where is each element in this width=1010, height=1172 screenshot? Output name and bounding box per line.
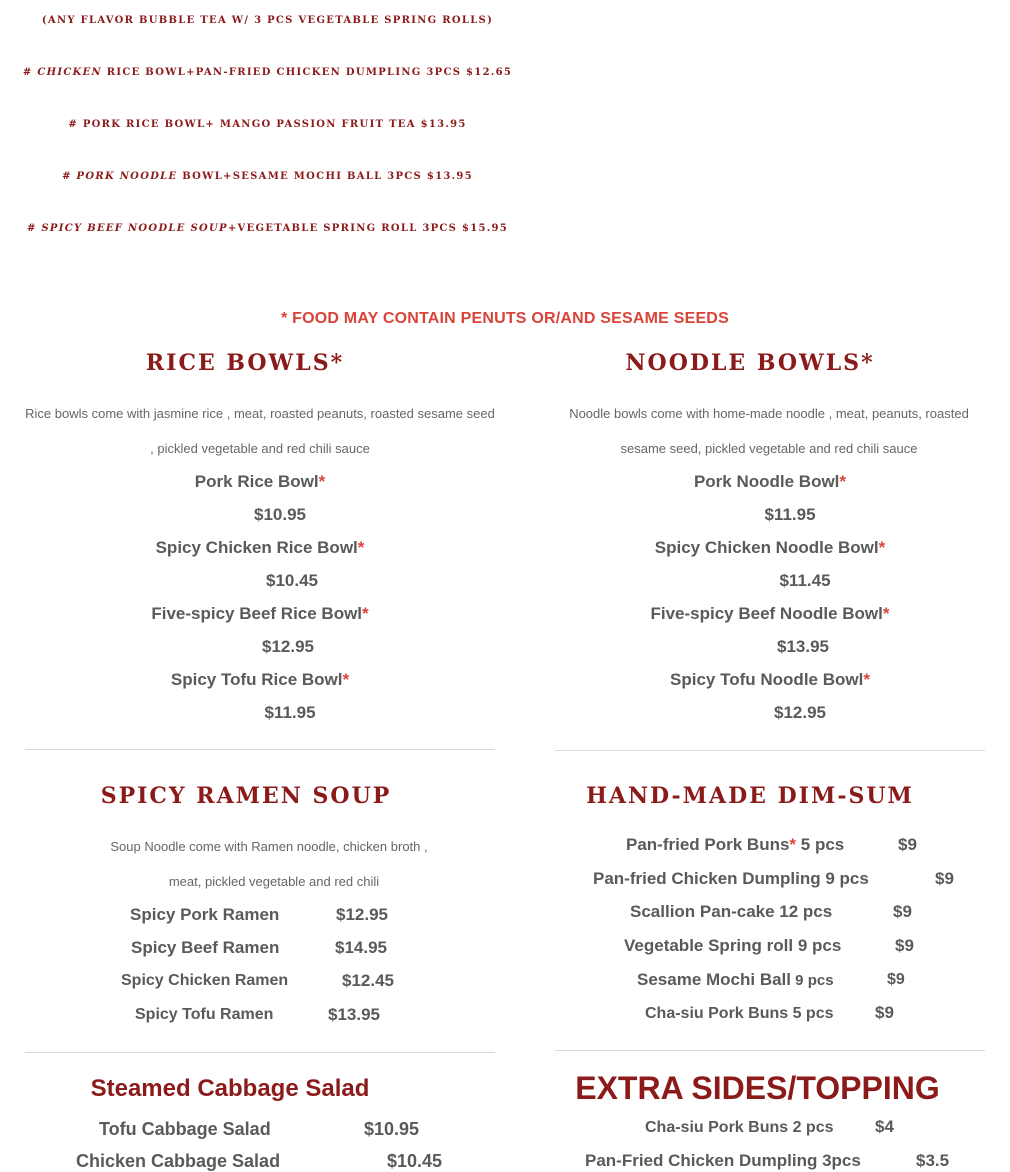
noodle-bowls-description: Noodle bowls come with home-made noodle , meat, peanuts, roasted sesame seed, pickled vegetable and red chili sauce bbox=[569, 406, 969, 456]
dimsum-price: $9 bbox=[875, 1003, 894, 1022]
salad-item-price: $10.45 bbox=[387, 1151, 443, 1171]
ramen-item-name: Spicy Chicken Ramen bbox=[121, 972, 289, 989]
ramen-item-price: $12.95 bbox=[336, 905, 388, 924]
item-price: $10.45 bbox=[266, 571, 318, 590]
allergy-star: * bbox=[863, 670, 870, 689]
ramen-description-1: Soup Noodle come with Ramen noodle, chicken broth , bbox=[110, 839, 428, 854]
dimsum-price: $9 bbox=[893, 902, 912, 921]
allergy-star: * bbox=[878, 538, 886, 557]
menu-item bbox=[30, 538, 490, 558]
rice-bowls-title: RICE BOWLS* bbox=[145, 350, 345, 376]
menu-item bbox=[540, 670, 1000, 690]
item-name: Pork Noodle Bowl bbox=[693, 472, 840, 491]
item-price: $11.45 bbox=[779, 571, 831, 590]
dimsum-price: $9 bbox=[935, 869, 954, 888]
divider bbox=[25, 749, 495, 750]
menu-item bbox=[30, 472, 490, 492]
menu-item bbox=[30, 670, 490, 690]
combo-italic: SPICY BEEF NOODLE SOUP bbox=[41, 223, 228, 234]
ramen-description-2: meat, pickled vegetable and red chili bbox=[168, 874, 380, 889]
menu-item bbox=[30, 604, 490, 624]
allergy-star: * bbox=[882, 604, 890, 623]
menu-item bbox=[540, 604, 1000, 624]
item-name: Five-spicy Beef Rice Bowl bbox=[151, 604, 363, 623]
item-name: Five-spicy Beef Noodle Bowl bbox=[650, 604, 883, 623]
item-qty: 5 pcs bbox=[796, 835, 845, 854]
allergy-star: * bbox=[839, 472, 847, 491]
item-name: Pan-fried Pork Buns bbox=[626, 835, 790, 854]
combo-1 bbox=[20, 15, 515, 26]
item-name: Spicy Tofu Noodle Bowl bbox=[670, 670, 864, 689]
dimsum-price: $9 bbox=[895, 936, 914, 955]
combo-italic: PORK NOODLE bbox=[76, 171, 178, 182]
menu-item bbox=[540, 472, 1000, 492]
allergy-star: * bbox=[318, 472, 326, 491]
item-price: $11.95 bbox=[264, 703, 316, 722]
salad-item-price: $10.95 bbox=[364, 1119, 420, 1139]
item-name: Spicy Chicken Noodle Bowl bbox=[654, 538, 879, 557]
item-name: Spicy Chicken Rice Bowl bbox=[155, 538, 358, 557]
item-price: $10.95 bbox=[254, 505, 306, 524]
item-name: Sesame Mochi Ball bbox=[637, 970, 792, 989]
divider bbox=[555, 1050, 985, 1051]
ramen-item-price: $14.95 bbox=[335, 938, 387, 957]
divider bbox=[25, 1052, 495, 1053]
allergy-warning: * FOOD MAY CONTAIN PENUTS OR/AND SESAME SEEDS bbox=[281, 310, 729, 327]
combo-italic: CHICKEN bbox=[37, 67, 102, 78]
allergy-star: * bbox=[342, 670, 350, 689]
item-name: Spicy Tofu Rice Bowl bbox=[170, 670, 343, 689]
dimsum-price: $9 bbox=[887, 971, 905, 988]
combo-3 bbox=[20, 119, 515, 130]
combo-hash: # bbox=[26, 223, 42, 234]
divider bbox=[555, 750, 985, 751]
salad-title: Steamed Cabbage Salad bbox=[90, 1075, 370, 1102]
rice-bowls-description: Rice bowls come with jasmine rice , meat, roasted peanuts, roasted sesame seed , pickled vegetable and red chili sauce bbox=[25, 406, 495, 456]
combo-hash: # bbox=[68, 119, 83, 130]
allergy-star: * bbox=[362, 604, 369, 623]
combo-text: RICE BOWL+PAN-FRIED CHICKEN DUMPLING 3PCS $12.65 bbox=[101, 67, 513, 78]
item-price: $11.95 bbox=[764, 505, 816, 524]
ramen-title: SPICY RAMEN SOUP bbox=[100, 783, 392, 809]
dimsum-item bbox=[626, 835, 844, 855]
dimsum-item: Vegetable Spring roll 9 pcs bbox=[624, 936, 842, 955]
combo-text: BOWL+SESAME MOCHI BALL 3PCS $13.95 bbox=[177, 171, 473, 182]
item-price: $12.95 bbox=[774, 703, 826, 722]
extras-item-name: Pan-Fried Chicken Dumpling 3pcs bbox=[585, 1151, 861, 1170]
combo-text: +VEGETABLE SPRING ROLL 3PCS $15.95 bbox=[227, 223, 509, 234]
dimsum-title: HAND-MADE DIM-SUM bbox=[586, 783, 914, 809]
ramen-item-name: Spicy Pork Ramen bbox=[130, 905, 280, 924]
dimsum-price: $9 bbox=[898, 835, 917, 854]
item-price: $12.95 bbox=[262, 637, 314, 656]
dimsum-item bbox=[637, 970, 834, 990]
salad-item-name: Chicken Cabbage Salad bbox=[76, 1151, 281, 1171]
dimsum-item: Pan-fried Chicken Dumpling 9 pcs bbox=[593, 869, 869, 888]
allergy-star: * bbox=[789, 835, 797, 854]
extras-item-price: $4 bbox=[875, 1117, 894, 1136]
ramen-item-name: Spicy Tofu Ramen bbox=[135, 1006, 274, 1023]
extras-title: EXTRA SIDES/TOPPING bbox=[575, 1070, 940, 1106]
dimsum-item: Scallion Pan-cake 12 pcs bbox=[630, 902, 833, 921]
combo-hash: # bbox=[22, 67, 38, 78]
noodle-bowls-title: NOODLE BOWLS* bbox=[625, 350, 875, 376]
ramen-item-price: $13.95 bbox=[328, 1005, 380, 1024]
item-qty: 9 pcs bbox=[791, 972, 834, 989]
combo-text: (ANY FLAVOR BUBBLE TEA W/ 3 PCS VEGETABLE SPRING ROLLS) bbox=[41, 15, 494, 26]
item-name: Pork Rice Bowl bbox=[194, 472, 319, 491]
combo-text: PORK RICE BOWL+ MANGO PASSION FRUIT TEA $13.95 bbox=[82, 119, 467, 130]
ramen-item-name: Spicy Beef Ramen bbox=[131, 938, 280, 957]
extras-item-price: $3.5 bbox=[916, 1151, 950, 1170]
dimsum-item: Cha-siu Pork Buns 5 pcs bbox=[645, 1005, 834, 1022]
item-price: $13.95 bbox=[777, 637, 829, 656]
combo-5 bbox=[20, 223, 515, 234]
ramen-item-price: $12.45 bbox=[342, 971, 394, 990]
salad-item-name: Tofu Cabbage Salad bbox=[99, 1119, 271, 1139]
combo-2 bbox=[20, 67, 515, 78]
combo-4 bbox=[20, 171, 515, 182]
extras-item-name: Cha-siu Pork Buns 2 pcs bbox=[645, 1119, 834, 1136]
menu-item bbox=[540, 538, 1000, 558]
allergy-star: * bbox=[357, 538, 365, 557]
combo-hash: # bbox=[62, 171, 77, 182]
